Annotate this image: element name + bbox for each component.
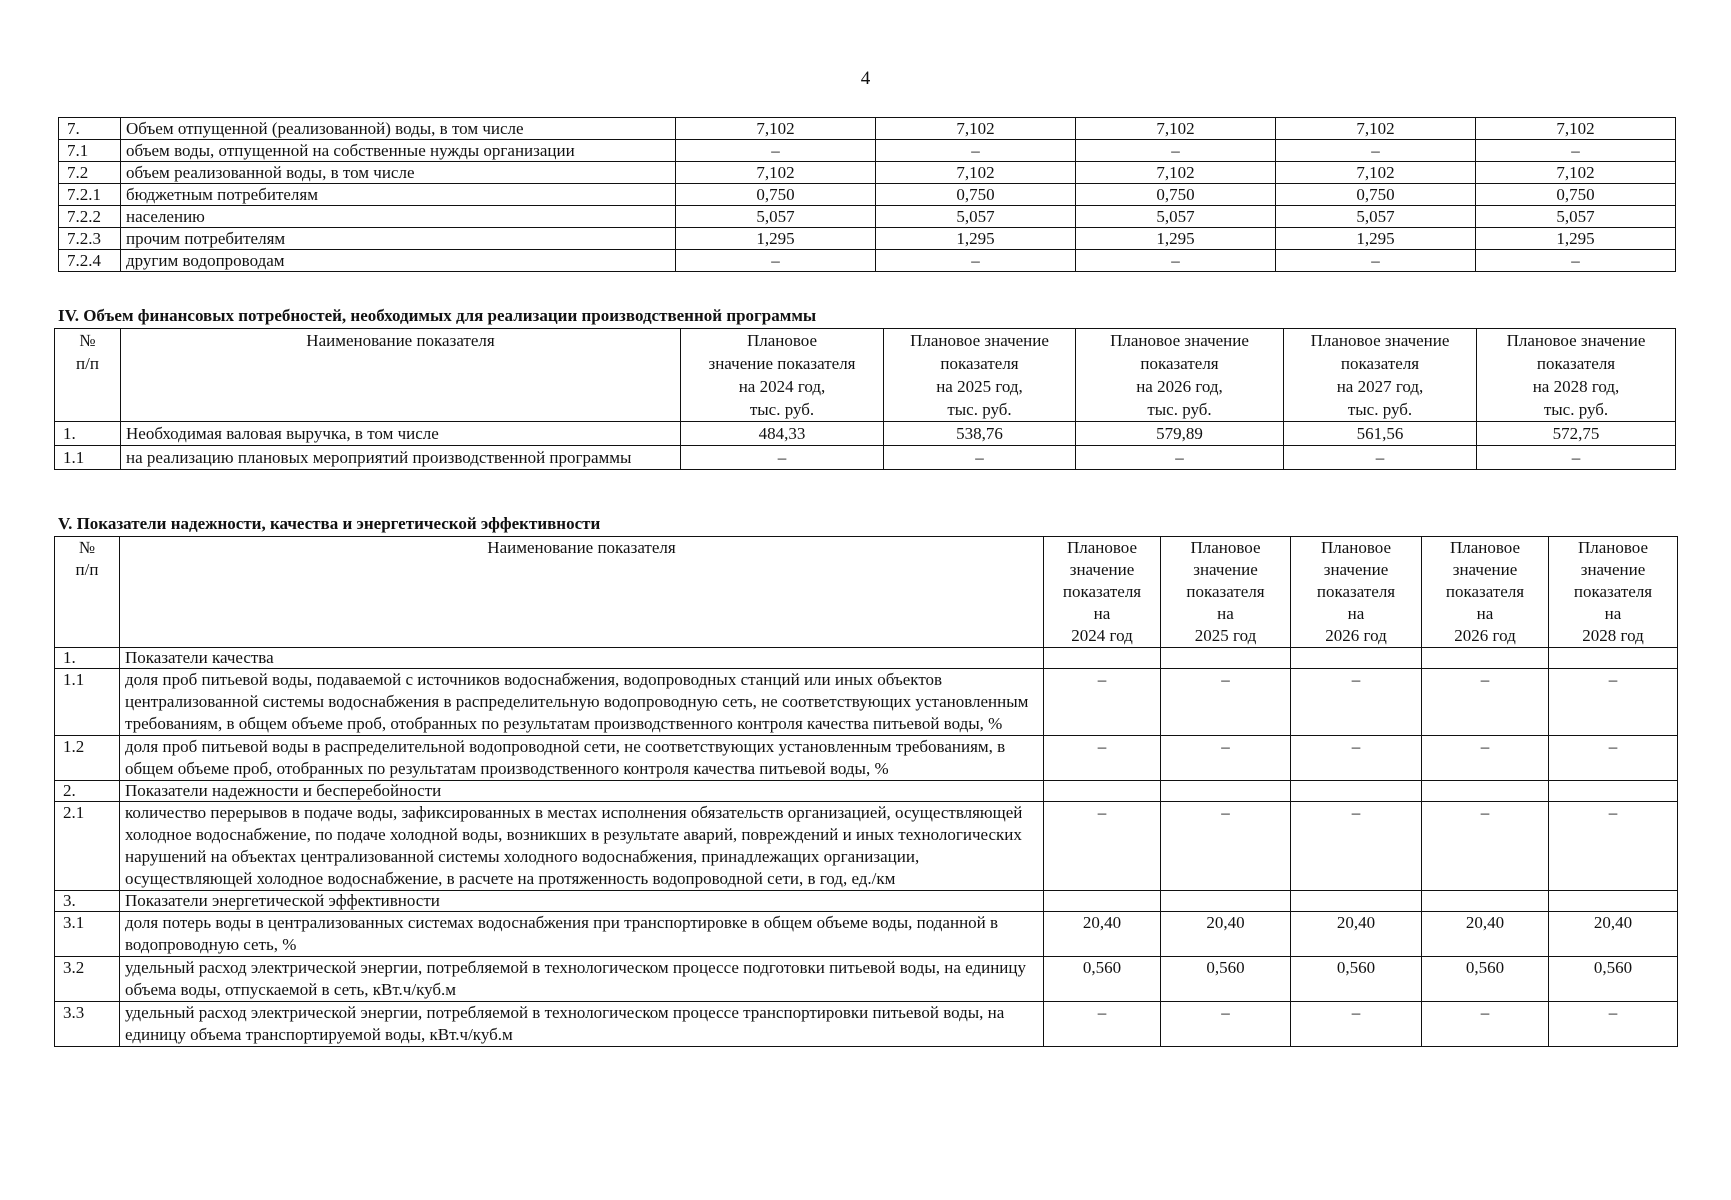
value-cell [1161, 648, 1291, 669]
value-cell: 0,750 [676, 184, 876, 206]
value-cell: 7,102 [676, 162, 876, 184]
reliability-quality-table [54, 536, 1678, 1047]
value-cell: 20,40 [1291, 912, 1422, 957]
indicator-name: на реализацию плановых мероприятий производственной программы [121, 446, 681, 470]
indicator-name: объем воды, отпущенной на собственные нужды организации [121, 140, 676, 162]
value-cell: – [1422, 802, 1549, 891]
value-cell: 5,057 [1276, 206, 1476, 228]
table-row [59, 228, 1676, 250]
value-cell [1549, 781, 1678, 802]
header-year-col: Плановое значение показателя на 2026 год [1422, 537, 1549, 648]
value-cell: – [1422, 736, 1549, 781]
value-cell: – [1476, 140, 1676, 162]
header-name: Наименование показателя [120, 537, 1044, 648]
value-cell [1422, 781, 1549, 802]
indicator-name: доля потерь воды в централизованных системах водоснабжения при транспортировке в общем объеме воды, поданной в водопроводную сеть, % [120, 912, 1044, 957]
value-cell: 7,102 [1476, 118, 1676, 140]
value-cell: – [1422, 1002, 1549, 1047]
value-cell [1044, 891, 1161, 912]
indicator-name: другим водопроводам [121, 250, 676, 272]
value-cell: 5,057 [1476, 206, 1676, 228]
header-year-col: Плановое значение показателя на 2025 год [1161, 537, 1291, 648]
value-cell: 0,560 [1044, 957, 1161, 1002]
table-row [55, 446, 1676, 470]
value-cell: 5,057 [876, 206, 1076, 228]
value-cell: – [1291, 736, 1422, 781]
row-number: 7.2 [59, 162, 121, 184]
value-cell: 579,89 [1076, 422, 1284, 446]
value-cell: 5,057 [676, 206, 876, 228]
value-cell: 538,76 [884, 422, 1076, 446]
indicator-name: удельный расход электрической энергии, потребляемой в технологическом процессе транспортировки питьевой воды, на единицу объема транспортируемой воды, кВт.ч/куб.м [120, 1002, 1044, 1047]
value-cell: – [1291, 669, 1422, 736]
row-number: 7.2.1 [59, 184, 121, 206]
financial-needs-table [54, 328, 1676, 470]
value-cell: 572,75 [1477, 422, 1676, 446]
value-cell: 1,295 [876, 228, 1076, 250]
indicator-name: количество перерывов в подаче воды, зафиксированных в местах исполнения обязательств организацией, осуществляющей холодное водоснабжение, по подаче холодной воды, возникших в результате аварий, повреждений и иных технологических нарушений на объектах централизованной системы холодного водоснабжения, принадлежащих организации, осуществляющей холодное водоснабжение, в расчете на протяженность водопроводной сети, в год, ед./км [120, 802, 1044, 891]
indicator-name: Показатели энергетической эффективности [120, 891, 1044, 912]
value-cell: – [1549, 736, 1678, 781]
indicator-name: бюджетным потребителям [121, 184, 676, 206]
value-cell: 1,295 [1276, 228, 1476, 250]
table-row [59, 184, 1676, 206]
value-cell: 484,33 [681, 422, 884, 446]
value-cell: – [1276, 140, 1476, 162]
table-row [55, 1002, 1678, 1047]
row-number: 7.1 [59, 140, 121, 162]
value-cell: 7,102 [876, 118, 1076, 140]
value-cell: 0,750 [1276, 184, 1476, 206]
header-year-col: Плановое значение показателя на 2024 год [1044, 537, 1161, 648]
section-row [55, 891, 1678, 912]
value-cell: – [876, 250, 1076, 272]
value-cell: – [1477, 446, 1676, 470]
value-cell: 0,750 [1476, 184, 1676, 206]
header-year-col: Плановое значение показателя на 2027 год, тыс. руб. [1284, 329, 1477, 422]
value-cell: – [1549, 669, 1678, 736]
value-cell: – [1161, 802, 1291, 891]
row-number: 1. [55, 648, 120, 669]
value-cell: 5,057 [1076, 206, 1276, 228]
value-cell: – [1076, 250, 1276, 272]
value-cell: 7,102 [1276, 162, 1476, 184]
indicator-name: Объем отпущенной (реализованной) воды, в том числе [121, 118, 676, 140]
row-number: 7.2.4 [59, 250, 121, 272]
row-number: 2.1 [55, 802, 120, 891]
page-number: 4 [860, 68, 871, 89]
value-cell: – [1076, 140, 1276, 162]
value-cell: – [1076, 446, 1284, 470]
value-cell: 1,295 [676, 228, 876, 250]
header-year-col: Плановое значение показателя на 2028 год [1549, 537, 1678, 648]
section-row [55, 648, 1678, 669]
value-cell: – [676, 140, 876, 162]
header-name: Наименование показателя [121, 329, 681, 422]
row-number: 1. [55, 422, 121, 446]
header-num: № п/п [55, 537, 120, 648]
table-row [55, 802, 1678, 891]
indicator-name: доля проб питьевой воды в распределительной водопроводной сети, не соответствующих установленным требованиям, в общем объеме проб, отобранных по результатам производственного контроля качества питьевой воды, % [120, 736, 1044, 781]
value-cell [1422, 648, 1549, 669]
header-num: № п/п [55, 329, 121, 422]
header-year-col: Плановое значение показателя на 2024 год, тыс. руб. [681, 329, 884, 422]
value-cell: – [1161, 669, 1291, 736]
row-number: 3.1 [55, 912, 120, 957]
value-cell: – [1422, 669, 1549, 736]
value-cell: – [1161, 736, 1291, 781]
value-cell [1291, 891, 1422, 912]
row-number: 1.1 [55, 446, 121, 470]
table-row [59, 140, 1676, 162]
water-volume-table [58, 117, 1676, 272]
table-row [55, 912, 1678, 957]
value-cell: 20,40 [1044, 912, 1161, 957]
header-year-col: Плановое значение показателя на 2025 год, тыс. руб. [884, 329, 1076, 422]
indicator-name: удельный расход электрической энергии, потребляемой в технологическом процессе подготовки питьевой воды, на единицу объема воды, отпускаемой в сеть, кВт.ч/куб.м [120, 957, 1044, 1002]
value-cell [1044, 781, 1161, 802]
value-cell: 0,560 [1549, 957, 1678, 1002]
value-cell: – [1549, 1002, 1678, 1047]
row-number: 3. [55, 891, 120, 912]
value-cell: – [1284, 446, 1477, 470]
indicator-name: населению [121, 206, 676, 228]
row-number: 1.1 [55, 669, 120, 736]
value-cell: 0,560 [1291, 957, 1422, 1002]
table-header-row [55, 329, 1676, 422]
value-cell: – [1276, 250, 1476, 272]
row-number: 1.2 [55, 736, 120, 781]
table-row [55, 669, 1678, 736]
value-cell: – [681, 446, 884, 470]
value-cell: – [884, 446, 1076, 470]
row-number: 7.2.2 [59, 206, 121, 228]
value-cell: 561,56 [1284, 422, 1477, 446]
value-cell: 0,560 [1161, 957, 1291, 1002]
table-header-row [55, 537, 1678, 648]
value-cell: – [876, 140, 1076, 162]
value-cell [1161, 891, 1291, 912]
table-row [59, 118, 1676, 140]
header-year-col: Плановое значение показателя на 2026 год [1291, 537, 1422, 648]
value-cell: 7,102 [1476, 162, 1676, 184]
section-4-title: IV. Объем финансовых потребностей, необходимых для реализации производственной программы [58, 306, 817, 325]
value-cell: 0,750 [1076, 184, 1276, 206]
table-row [55, 957, 1678, 1002]
value-cell: – [1044, 802, 1161, 891]
value-cell: 1,295 [1076, 228, 1276, 250]
value-cell: – [1476, 250, 1676, 272]
value-cell: – [1291, 1002, 1422, 1047]
row-number: 2. [55, 781, 120, 802]
value-cell: 7,102 [876, 162, 1076, 184]
value-cell [1422, 891, 1549, 912]
value-cell [1549, 648, 1678, 669]
value-cell: 7,102 [1076, 162, 1276, 184]
value-cell: 20,40 [1161, 912, 1291, 957]
value-cell: 0,750 [876, 184, 1076, 206]
value-cell: – [1549, 802, 1678, 891]
value-cell: 20,40 [1549, 912, 1678, 957]
value-cell [1291, 648, 1422, 669]
value-cell: – [1044, 669, 1161, 736]
value-cell: 1,295 [1476, 228, 1676, 250]
value-cell: 20,40 [1422, 912, 1549, 957]
value-cell: – [1291, 802, 1422, 891]
table-row [59, 206, 1676, 228]
indicator-name: прочим потребителям [121, 228, 676, 250]
header-year-col: Плановое значение показателя на 2028 год, тыс. руб. [1477, 329, 1676, 422]
value-cell [1044, 648, 1161, 669]
table-row [59, 250, 1676, 272]
value-cell [1549, 891, 1678, 912]
value-cell: – [1044, 736, 1161, 781]
section-row [55, 781, 1678, 802]
indicator-name: Необходимая валовая выручка, в том числе [121, 422, 681, 446]
value-cell: 0,560 [1422, 957, 1549, 1002]
row-number: 7. [59, 118, 121, 140]
value-cell: – [1044, 1002, 1161, 1047]
row-number: 3.2 [55, 957, 120, 1002]
header-year-col: Плановое значение показателя на 2026 год, тыс. руб. [1076, 329, 1284, 422]
table-row [55, 736, 1678, 781]
table-row [59, 162, 1676, 184]
value-cell: 7,102 [1276, 118, 1476, 140]
indicator-name: объем реализованной воды, в том числе [121, 162, 676, 184]
section-5-title: V. Показатели надежности, качества и энергетической эффективности [58, 514, 601, 533]
table-row [55, 422, 1676, 446]
value-cell: 7,102 [676, 118, 876, 140]
value-cell [1161, 781, 1291, 802]
indicator-name: доля проб питьевой воды, подаваемой с источников водоснабжения, водопроводных станций или иных объектов централизованной системы водоснабжения в распределительную водопроводную сеть, не соответствующих установленным требованиям, в общем объеме проб, отобранных по результатам производственного контроля качества питьевой воды, % [120, 669, 1044, 736]
indicator-name: Показатели качества [120, 648, 1044, 669]
value-cell: – [676, 250, 876, 272]
row-number: 7.2.3 [59, 228, 121, 250]
row-number: 3.3 [55, 1002, 120, 1047]
value-cell [1291, 781, 1422, 802]
indicator-name: Показатели надежности и бесперебойности [120, 781, 1044, 802]
value-cell: – [1161, 1002, 1291, 1047]
value-cell: 7,102 [1076, 118, 1276, 140]
